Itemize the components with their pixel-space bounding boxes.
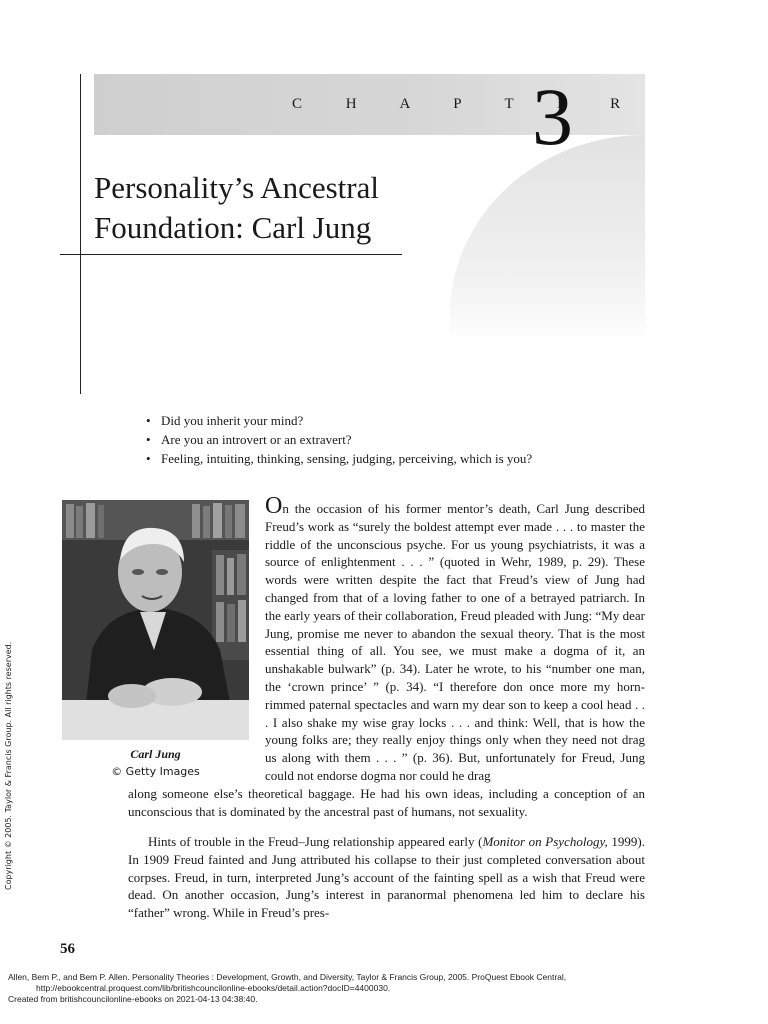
key-questions-list (146, 411, 532, 468)
paragraph-1-text: n the occasion of his former mentor’s death, Carl Jung described Freud’s work as “surely the boldest attempt ever made . . . to master the riddle of the unconscious psyche. For us young psychiatrists, it was a source of enlightenment . . . ” (quoted in Wehr, 1989, p. 29). These words were written despite the fact that Freud’s view of Jung had changed from that of a loving father to one of a betrayed patriarch. In the early years of their collaboration, Freud pleaded with Jung: “My dear Jung, promise me never to abandon the sexual theory. That is the most essential thing of all. You see, we must make a dogma of it, an unshakable bulwark” (p. 34). Later he wrote, to his “number one man, the ‘crown prince’ ” (p. 34). “I therefore don once more my horn-rimmed paternal spectacles and warn my dear son to keep a cool head . . . I also shake my wise gray locks . . . and think: Well, that is how the young folks are; they really enjoy things only when they need not drag us along with them . . . ” (p. 36). But, unfortunately for Freud, Jung could not endorse dogma nor could he drag (265, 501, 645, 783)
footer-line-3: Created from britishcouncilonline-ebooks on 2021-04-13 04:38:40. (8, 994, 258, 1004)
paragraph-3-text-b: 1999). In 1909 Freud fainted and Jung attributed his collapse to their just completed conversation about corpses. Freud, in turn, interpreted Jung’s account of the fainting spell as a wish that Freud were dead. On another occasion, Jung’s interest in paranormal phenomena led him to declare his “father” wrong. While in Freud’s pres- (128, 834, 645, 921)
chapter-header-curve (450, 135, 645, 345)
list-item: • Did you inherit your mind? (146, 411, 532, 430)
body-paragraph-1 (265, 493, 645, 785)
chapter-label: C H A P T E R (292, 96, 641, 112)
title-underline (60, 254, 402, 255)
list-item: • Feeling, intuiting, thinking, sensing, judging, perceiving, which is you? (146, 449, 532, 468)
carl-jung-photo (62, 500, 249, 740)
drop-cap: O (265, 493, 283, 519)
chapter-title (94, 168, 379, 248)
chapter-number: 3 (532, 71, 573, 162)
photo-illustration (62, 500, 249, 740)
citation-title: Monitor on Psychology, (482, 834, 608, 849)
footer-url[interactable]: http://ebookcentral.proquest.com/lib/britishcouncilonline-ebooks/detail.action?docID=4400030. (36, 983, 391, 993)
body-paragraph-2: along someone else’s theoretical baggage. He had his own ideas, including a conception of an unconscious that is dominated by the ancestral past of humans, not sexuality. (128, 786, 645, 819)
paragraph-3-text-a: Hints of trouble in the Freud–Jung relationship appeared early ( (148, 834, 483, 849)
caption-name: Carl Jung (130, 747, 181, 761)
citation-footer (8, 972, 566, 1005)
chapter-title-line-2: Foundation: Carl Jung (94, 210, 372, 245)
side-copyright-notice: Copyright © 2005. Taylor & Francis Group. All rights reserved. (4, 641, 13, 890)
list-item: • Are you an introvert or an extravert? (146, 430, 532, 449)
footer-line-1: Allen, Bem P., and Bem P. Allen. Personality Theories : Development, Growth, and Diversity, Taylor & Francis Group, 2005. ProQuest Ebook Central, (8, 972, 567, 982)
photo-caption (62, 746, 249, 780)
page-number: 56 (60, 941, 75, 957)
body-paragraph-3 (128, 833, 645, 922)
chapter-title-line-1: Personality’s Ancestral (94, 170, 379, 205)
vertical-rule (80, 74, 81, 394)
caption-credit: © Getty Images (111, 765, 200, 778)
